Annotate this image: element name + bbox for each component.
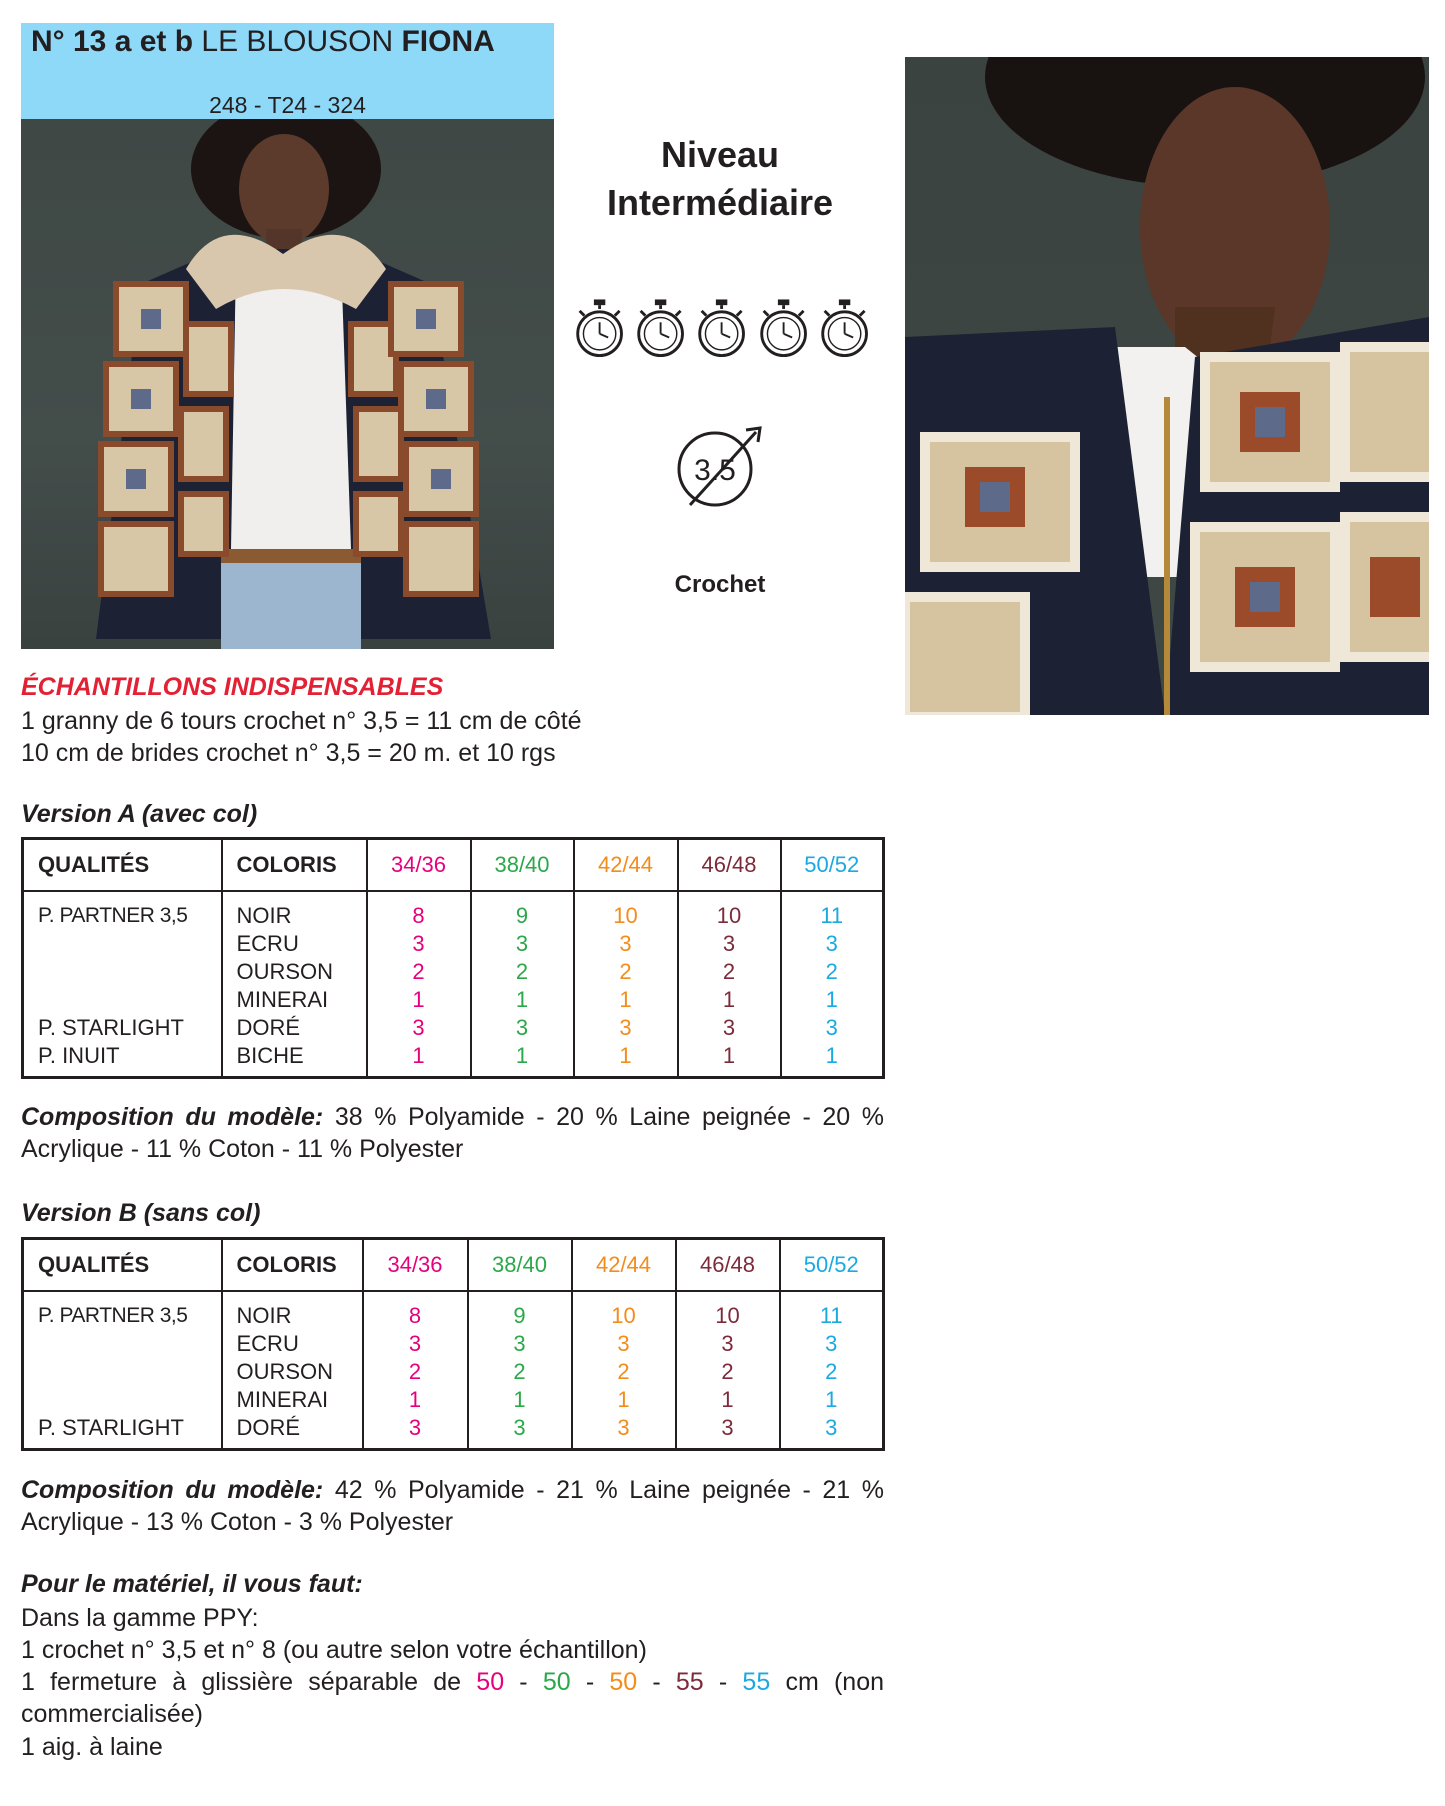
version-b-title: Version B (sans col) bbox=[21, 1199, 261, 1227]
zip-length: 55 bbox=[742, 1668, 771, 1696]
pattern-name: FIONA bbox=[401, 25, 495, 58]
quantity: 2 bbox=[721, 1359, 734, 1384]
zip-text: cm (non commercialisée) bbox=[21, 1668, 884, 1728]
gauge-title: ÉCHANTILLONS INDISPENSABLES bbox=[21, 673, 444, 701]
quantity: 1 bbox=[513, 1387, 526, 1412]
size-header: 34/36 bbox=[367, 839, 471, 892]
size-header: 42/44 bbox=[572, 1239, 676, 1292]
material-needle: 1 aig. à laine bbox=[21, 1733, 163, 1761]
quantity-column bbox=[367, 891, 471, 1078]
quantity-column bbox=[363, 1291, 468, 1450]
quantity-column bbox=[574, 891, 678, 1078]
size-header: 38/40 bbox=[468, 1239, 572, 1292]
quality-name: P. INUIT bbox=[38, 1043, 120, 1068]
model-photo-full bbox=[21, 119, 554, 649]
quantity: 3 bbox=[617, 1331, 630, 1356]
table-row bbox=[23, 1291, 884, 1450]
time-rating bbox=[572, 296, 872, 360]
table-header-row bbox=[23, 1239, 884, 1292]
quality-name: P. PARTNER 3,5 bbox=[38, 1304, 188, 1327]
quality-header: QUALITÉS bbox=[23, 839, 222, 892]
quality-name: P. STARLIGHT bbox=[38, 1015, 184, 1040]
zip-length: 55 bbox=[675, 1668, 704, 1696]
color-name: BICHE bbox=[236, 1043, 304, 1068]
version-a-title: Version A (avec col) bbox=[21, 800, 258, 828]
quantity: 9 bbox=[513, 1303, 526, 1328]
stopwatch-icon bbox=[756, 296, 811, 360]
quantity: 1 bbox=[722, 1043, 736, 1068]
stopwatch-icon bbox=[633, 296, 688, 360]
color-header: COLORIS bbox=[222, 1239, 363, 1292]
version-b-table bbox=[21, 1237, 885, 1451]
stopwatch-icon bbox=[572, 296, 627, 360]
color-name: MINERAI bbox=[236, 987, 329, 1012]
quality-name bbox=[38, 1330, 221, 1358]
quantity: 1 bbox=[825, 1387, 838, 1412]
size-header: 46/48 bbox=[678, 839, 781, 892]
size-header: 38/40 bbox=[471, 839, 574, 892]
reference-code: 248 - T24 - 324 bbox=[209, 92, 366, 118]
quantity: 1 bbox=[721, 1387, 734, 1412]
quantity: 3 bbox=[513, 1415, 526, 1440]
quantity: 2 bbox=[515, 959, 529, 984]
stopwatch-icon bbox=[817, 296, 872, 360]
version-a-table bbox=[21, 837, 885, 1079]
quality-name bbox=[38, 958, 221, 986]
size-header: 42/44 bbox=[574, 839, 678, 892]
quantity: 1 bbox=[412, 1043, 425, 1068]
quantity: 3 bbox=[515, 931, 529, 956]
crochet-hook-icon bbox=[670, 422, 770, 512]
quantity: 1 bbox=[825, 1043, 838, 1068]
quantity: 3 bbox=[722, 1015, 736, 1040]
quantity: 3 bbox=[825, 1015, 838, 1040]
color-name: OURSON bbox=[236, 959, 334, 984]
color-name: ECRU bbox=[236, 1331, 299, 1356]
quantity: 9 bbox=[515, 903, 529, 928]
quantity: 3 bbox=[722, 931, 736, 956]
quality-name: P. STARLIGHT bbox=[38, 1415, 184, 1440]
color-name: NOIR bbox=[236, 903, 292, 928]
quality-name bbox=[38, 1358, 221, 1386]
quantity: 2 bbox=[722, 959, 736, 984]
color-name: ECRU bbox=[236, 931, 299, 956]
quantity: 10 bbox=[715, 1303, 740, 1328]
quantity: 2 bbox=[412, 959, 425, 984]
quality-name bbox=[38, 1386, 221, 1414]
composition-text: 38 % Polyamide - 20 % Laine peignée - 20 % Acrylique - 11 % Coton - 11 % Polyester bbox=[21, 1103, 884, 1163]
color-header: COLORIS bbox=[222, 839, 367, 892]
stopwatch-icon bbox=[694, 296, 749, 360]
color-name: NOIR bbox=[236, 1303, 292, 1328]
quantity: 2 bbox=[617, 1359, 630, 1384]
pattern-number: N° 13 a et b bbox=[31, 25, 194, 58]
level-value: Intermédiaire bbox=[606, 182, 834, 223]
quantity: 1 bbox=[412, 987, 425, 1012]
table-header-row bbox=[23, 839, 884, 892]
table-row bbox=[23, 891, 884, 1078]
quantity: 1 bbox=[408, 1387, 422, 1412]
quantity-column bbox=[572, 1291, 676, 1450]
quantity: 3 bbox=[513, 1331, 526, 1356]
composition-a bbox=[21, 1101, 884, 1165]
quantity: 3 bbox=[619, 931, 632, 956]
quantity: 2 bbox=[513, 1359, 526, 1384]
quantity: 3 bbox=[412, 1015, 425, 1040]
material-hooks: 1 crochet n° 3,5 et n° 8 (ou autre selon votre échantillon) bbox=[21, 1636, 647, 1664]
quantity-column bbox=[781, 891, 884, 1078]
zip-length: 50 bbox=[609, 1668, 638, 1696]
difficulty-level bbox=[560, 131, 880, 227]
size-header: 46/48 bbox=[676, 1239, 780, 1292]
quantity: 1 bbox=[617, 1387, 630, 1412]
color-name: MINERAI bbox=[236, 1387, 329, 1412]
quantity: 10 bbox=[716, 903, 742, 928]
pattern-title bbox=[31, 25, 495, 59]
quantity: 3 bbox=[825, 1415, 838, 1440]
quantity: 1 bbox=[825, 987, 838, 1012]
quality-header: QUALITÉS bbox=[23, 1239, 222, 1292]
quantity: 3 bbox=[617, 1415, 630, 1440]
quality-column bbox=[23, 891, 222, 1078]
material-zip: 1 fermeture à glissière séparable de 50 - 50 - 50 - 55 - 55 cm (non commercialisée) bbox=[21, 1668, 884, 1728]
quantity: 1 bbox=[515, 1043, 529, 1068]
quantity: 2 bbox=[619, 959, 632, 984]
quantity: 3 bbox=[825, 1331, 838, 1356]
level-label: Niveau bbox=[660, 134, 780, 175]
quantity: 1 bbox=[722, 987, 736, 1012]
quantity: 3 bbox=[408, 1415, 422, 1440]
quantity: 2 bbox=[825, 959, 838, 984]
quantity: 10 bbox=[611, 1303, 636, 1328]
quality-name bbox=[38, 930, 221, 958]
quantity-column bbox=[471, 891, 574, 1078]
pattern-type: LE BLOUSON bbox=[201, 25, 394, 58]
quantity: 2 bbox=[408, 1359, 422, 1384]
quantity: 11 bbox=[820, 903, 844, 928]
quantity-column bbox=[468, 1291, 572, 1450]
quality-name: P. PARTNER 3,5 bbox=[38, 904, 188, 927]
size-header: 50/52 bbox=[781, 839, 884, 892]
color-column bbox=[222, 891, 367, 1078]
composition-b bbox=[21, 1474, 884, 1538]
composition-label: Composition du modèle: bbox=[21, 1103, 324, 1131]
hook-size: 3.5 bbox=[694, 454, 736, 487]
title-banner bbox=[21, 23, 554, 119]
quantity-column bbox=[780, 1291, 884, 1450]
gauge-line: 1 granny de 6 tours crochet n° 3,5 = 11 cm de côté bbox=[21, 707, 582, 735]
technique-label: Crochet bbox=[674, 571, 766, 598]
quantity-column bbox=[678, 891, 781, 1078]
model-photo-closeup bbox=[905, 57, 1429, 715]
material-title: Pour le matériel, il vous faut: bbox=[21, 1570, 363, 1598]
composition-text: 42 % Polyamide - 21 % Laine peignée - 21 % Acrylique - 13 % Coton - 3 % Polyester bbox=[21, 1476, 884, 1536]
quantity: 3 bbox=[412, 931, 425, 956]
quantity: 3 bbox=[515, 1015, 529, 1040]
material-range: Dans la gamme PPY: bbox=[21, 1604, 259, 1632]
color-name: DORÉ bbox=[236, 1015, 301, 1040]
gauge-line: 10 cm de brides crochet n° 3,5 = 20 m. et 10 rgs bbox=[21, 739, 556, 767]
quantity: 3 bbox=[619, 1015, 632, 1040]
quantity: 1 bbox=[515, 987, 529, 1012]
color-column bbox=[222, 1291, 363, 1450]
size-header: 50/52 bbox=[780, 1239, 884, 1292]
zip-text: 1 fermeture à glissière séparable de bbox=[21, 1668, 462, 1696]
quality-column bbox=[23, 1291, 222, 1450]
zip-length: 50 bbox=[476, 1668, 505, 1696]
quantity: 1 bbox=[619, 1043, 632, 1068]
zip-length: 50 bbox=[542, 1668, 571, 1696]
quantity: 3 bbox=[721, 1331, 734, 1356]
quantity: 11 bbox=[819, 1303, 843, 1328]
size-header: 34/36 bbox=[363, 1239, 468, 1292]
quantity: 3 bbox=[721, 1415, 734, 1440]
quantity: 3 bbox=[408, 1331, 422, 1356]
quantity: 8 bbox=[408, 1303, 422, 1328]
quantity: 1 bbox=[619, 987, 632, 1012]
color-name: DORÉ bbox=[236, 1415, 301, 1440]
composition-label: Composition du modèle: bbox=[21, 1476, 324, 1504]
quality-name bbox=[38, 986, 221, 1014]
quantity: 8 bbox=[412, 903, 425, 928]
color-name: OURSON bbox=[236, 1359, 334, 1384]
quantity: 3 bbox=[825, 931, 838, 956]
quantity: 10 bbox=[613, 903, 638, 928]
quantity-column bbox=[676, 1291, 780, 1450]
quantity: 2 bbox=[825, 1359, 838, 1384]
